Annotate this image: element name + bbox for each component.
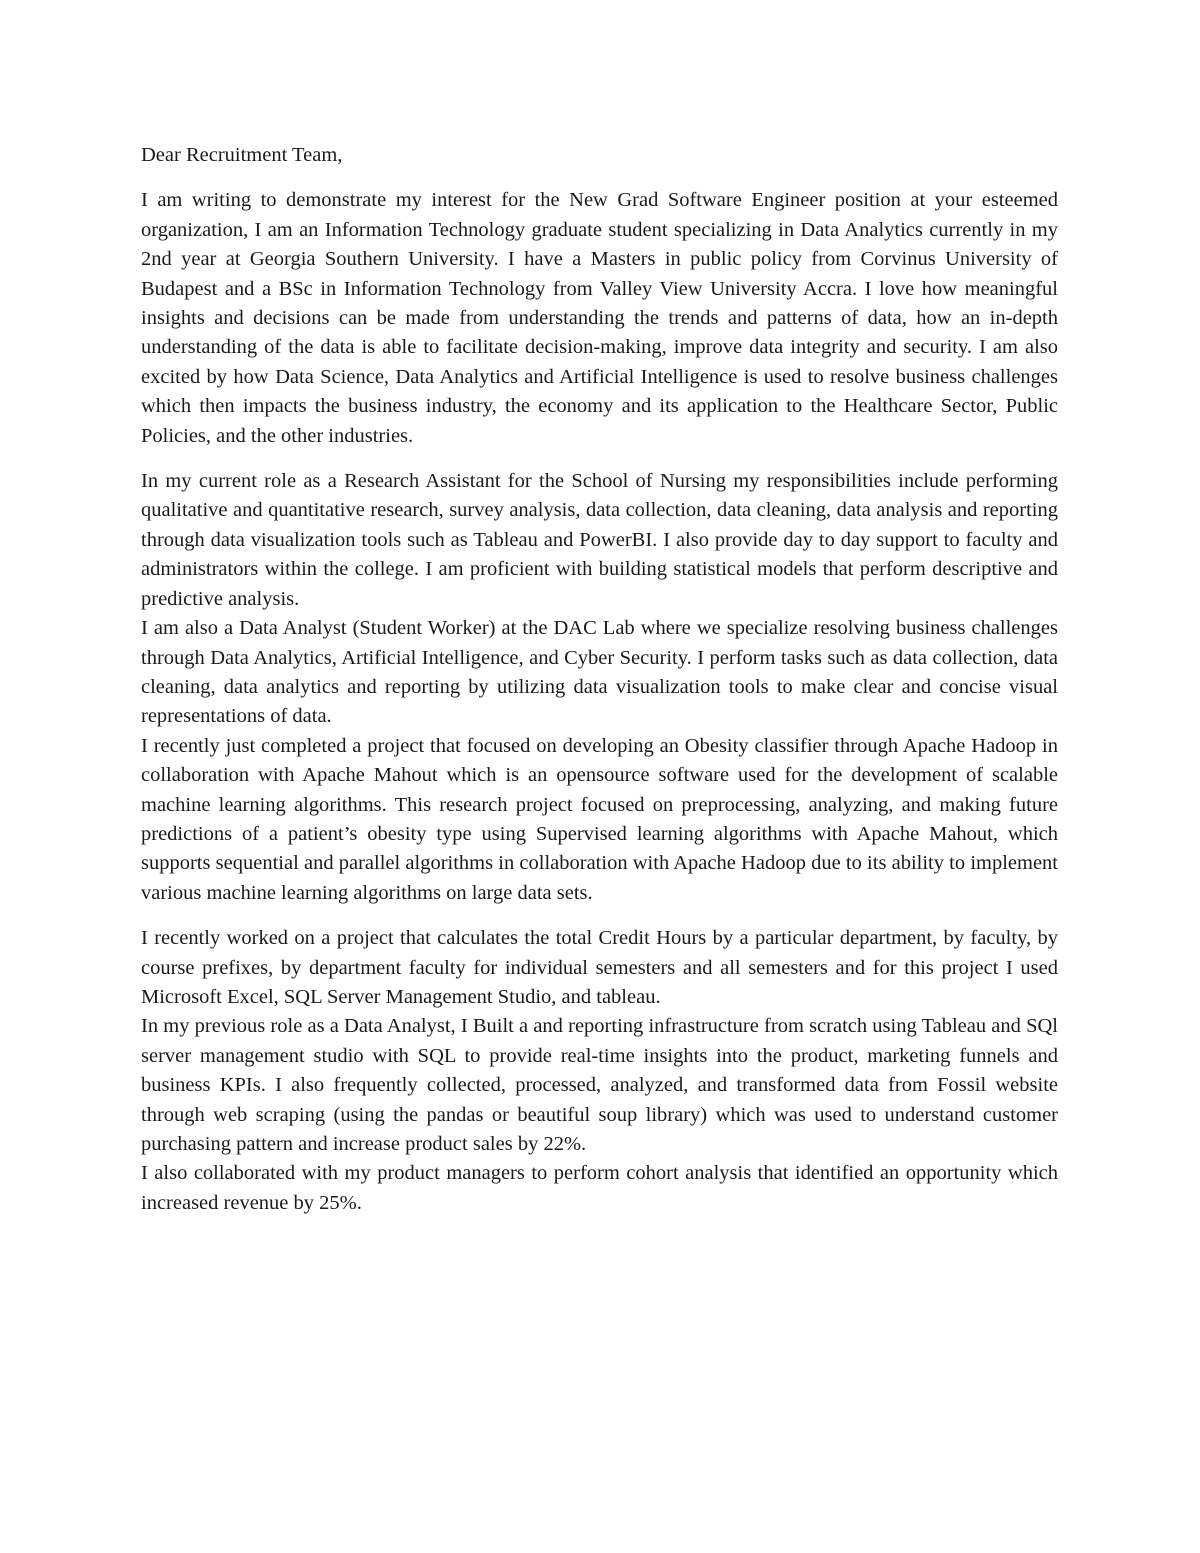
paragraph-introduction: I am writing to demonstrate my interest for the New Grad Software Engineer position at your esteemed organization, I am an Information Technology graduate student specializing in Data Analytics currently in my 2nd year at Georgia Southern University. I have a Masters in public policy from Corvinus University of Budapest and a BSc in Information Technology from Valley View University Accra. I love how meaningful insights and decisions can be made from understanding the trends and patterns of data, how an in-depth understanding of the data is able to facilitate decision-making, improve data integrity and security. I am also excited by how Data Science, Data Analytics and Artificial Intelligence is used to resolve business challenges which then impacts the business industry, the economy and its application to the Healthcare Sector, Public Policies, and the other industries.: [141, 189, 1058, 447]
paragraph-credit-hours-project: I recently worked on a project that calculates the total Credit Hours by a particular department, by faculty, by course prefixes, by department faculty for individual semesters and all semesters and for this project I used Microsoft Excel, SQL Server Management Studio, and tableau.: [141, 927, 1058, 1008]
paragraph-data-analyst-student: I am also a Data Analyst (Student Worker) at the DAC Lab where we specialize resolving business challenges through Data Analytics, Artificial Intelligence, and Cyber Security. I perform tasks such as data collection, data cleaning, data analytics and reporting by utilizing data visualization tools to make clear and concise visual representations of data.: [141, 617, 1058, 728]
salutation: Dear Recruitment Team,: [141, 144, 343, 166]
paragraph-research-assistant: In my current role as a Research Assistant for the School of Nursing my responsibilities include performing qualitative and quantitative research, survey analysis, data collection, data cleaning, data analysis and reporting through data visualization tools such as Tableau and PowerBI. I also provide day to day support to faculty and administrators within the college. I am proficient with building statistical models that perform descriptive and predictive analysis.: [141, 470, 1058, 610]
paragraph-obesity-project: I recently just completed a project that focused on developing an Obesity classifier through Apache Hadoop in collaboration with Apache Mahout which is an opensource software used for the development of scalable machine learning algorithms. This research project focused on preprocessing, analyzing, and making future predictions of a patient’s obesity type using Supervised learning algorithms with Apache Mahout, which supports sequential and parallel algorithms in collaboration with Apache Hadoop due to its ability to implement various machine learning algorithms on large data sets.: [141, 734, 1058, 904]
paragraph-previous-role: In my previous role as a Data Analyst, I Built a and reporting infrastructure from scratch using Tableau and SQl server management studio with SQL to provide real-time insights into the product, marketing funnels and business KPIs. I also frequently collected, processed, analyzed, and transformed data from Fossil website through web scraping (using the pandas or beautiful soup library) which was used to understand customer purchasing pattern and increase product sales by 22%.: [141, 1015, 1058, 1155]
cover-letter-body: [141, 141, 1058, 1218]
paragraph-cohort-analysis: I also collaborated with my product managers to perform cohort analysis that identified an opportunity which increased revenue by 25%.: [141, 1162, 1058, 1214]
